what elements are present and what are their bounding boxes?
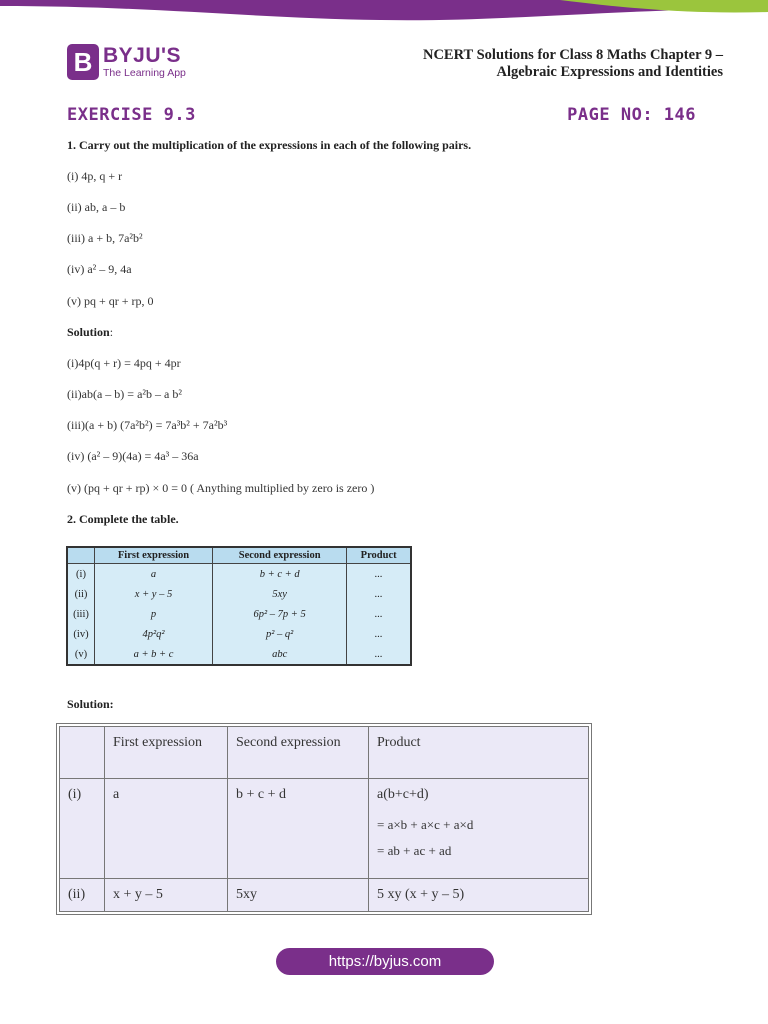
table-row: (i) a b + c + d ... xyxy=(67,564,411,585)
table-header-row: First expression Second expression Product xyxy=(60,727,589,779)
solution-table xyxy=(59,726,589,912)
website-link-button[interactable]: https://byjus.com xyxy=(276,948,494,975)
q1-solution: (v) (pq + qr + rp) × 0 = 0 ( Anything multiplied by zero is zero ) xyxy=(67,481,375,495)
table-row: (i) a b + c + d a(b+c+d) = a×b + a×c + a×d = ab + ac + ad xyxy=(60,779,589,879)
brand-tagline: The Learning App xyxy=(103,67,186,80)
table-header: Product xyxy=(347,547,411,564)
table-row: (ii) x + y – 5 5xy 5 xy (x + y – 5) xyxy=(60,879,589,912)
byjus-logo[interactable] xyxy=(67,44,186,80)
table-header: First expression xyxy=(95,547,213,564)
brand-name: BYJU'S xyxy=(103,44,182,68)
table-row: (v) a + b + c abc ... xyxy=(67,644,411,665)
header-wave-banner xyxy=(0,0,768,22)
question-1: 1. Carry out the multiplication of the expressions in each of the following pairs. xyxy=(67,138,472,152)
solution-label: Solution: xyxy=(67,697,114,711)
table-header: Second expression xyxy=(213,547,347,564)
table-row: (ii) x + y – 5 5xy ... xyxy=(67,584,411,604)
exercise-heading: EXERCISE 9.3 xyxy=(67,105,196,125)
table-header xyxy=(67,547,95,564)
q1-part: (iii) a + b, 7a²b² xyxy=(67,231,143,245)
q1-part: (i) 4p, q + r xyxy=(67,169,123,183)
q1-solution: (i)4p(q + r) = 4pq + 4pr xyxy=(67,356,181,370)
question-2: 2. Complete the table. xyxy=(67,512,179,526)
q1-solution: (iii)(a + b) (7a²b²) = 7a³b² + 7a²b³ xyxy=(67,418,228,432)
q1-part: (ii) ab, a – b xyxy=(67,200,126,214)
q1-part: (v) pq + qr + rp, 0 xyxy=(67,294,154,308)
product-cell: a(b+c+d) = a×b + a×c + a×d = ab + ac + ad xyxy=(369,779,589,879)
q1-solution: (ii)ab(a – b) = a²b – a b² xyxy=(67,387,182,401)
q1-part: (iv) a² – 9, 4a xyxy=(67,262,132,276)
document-title: NCERT Solutions for Class 8 Maths Chapter 9 – Algebraic Expressions and Identities xyxy=(422,47,723,80)
table-row: (iii) p 6p² – 7p + 5 ... xyxy=(67,604,411,624)
table-row: (iv) 4p²q² p² – q² ... xyxy=(67,624,411,644)
textbook-table-image xyxy=(66,546,412,666)
q1-solution: (iv) (a² – 9)(4a) = 4a³ – 36a xyxy=(67,449,199,463)
byjus-logo-icon: B xyxy=(67,44,99,80)
solution-label: Solution: xyxy=(67,325,114,339)
page-number: PAGE NO: 146 xyxy=(567,105,696,125)
